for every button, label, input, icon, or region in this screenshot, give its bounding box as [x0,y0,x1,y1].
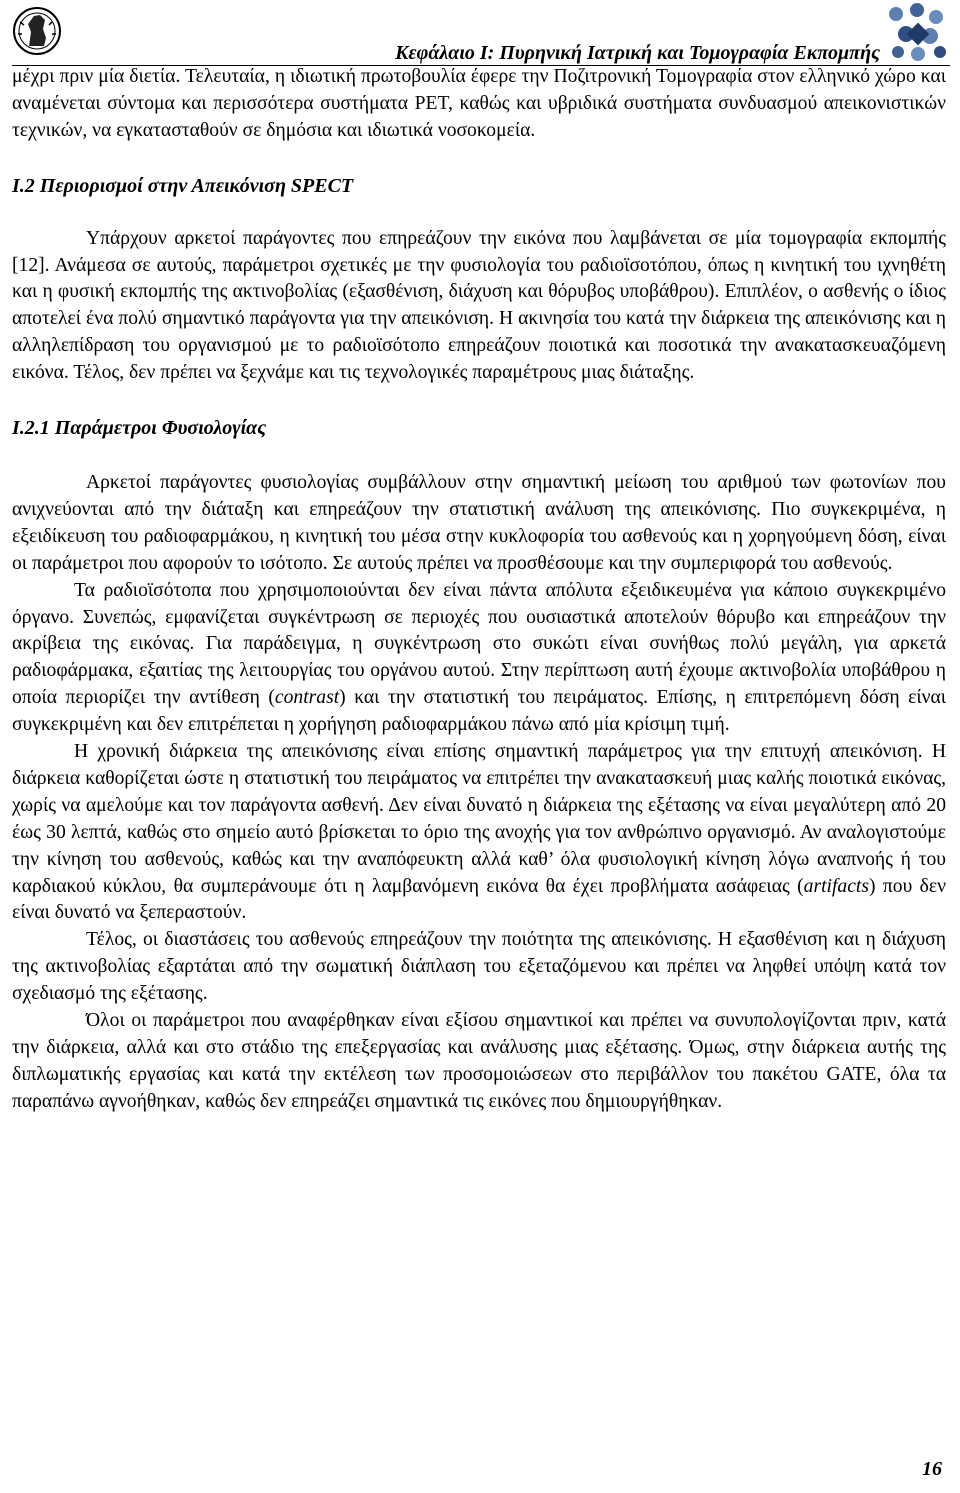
paragraph-text: ) που δεν είναι δυνατό να ξεπεραστούν. [12,875,946,924]
section-1-2-paragraph: Υπάρχουν αρκετοί παράγοντες που επηρεάζουν την εικόνα που λαμβάνεται σε μία τομογραφία εκπομπής [12]. Ανάμεσα σε αυτούς, παράμετροι σχετικές με την φυσιολογία του ραδιοϊσοτόπου, όπως η κινητική του ιχνηθέτη και η φυσική εκπομπής της ακτινοβολίας (εξασθένιση, διάχυση και θόρυβος υποβάθρου). Επιπλέον, ο ασθενής ο ίδιος αποτελεί ένα πολύ σημαντικό παράγοντα για την απεικόνιση. Η ακινησία του κατά την διάρκεια της απεικόνισης και η αλληλεπίδραση του οργανισμού με το ραδιοϊσότοπο επηρεάζουν ποιοτικά και ποσοτικά την ανακατασκευαζόμενη εικόνα. Τέλος, δεν πρέπει να ξεχνάμε και τις τεχνολογικές παραμέτρους μιας διάταξης. [12,227,946,384]
paragraph-text: Τα ραδιοϊσότοπα που χρησιμοποιούνται δεν είναι πάντα απόλυτα εξειδικευμένα για κάποιο συγκεκριμένο όργανο. Συνεπώς, εμφανίζεται συγκέντρωση σε περιοχές που ουσιαστικά αποτελούν θόρυβο και επηρεάζουν την ακρίβεια της εικόνας. Για παράδειγμα, η συγκέντρωση στο συκώτι είναι συνήθως πολύ μεγάλη, για αρκετά ραδιοφάρμακα, εξαιτίας της λειτουργίας του οργάνου αυτού. Στην περίπτωση αυτή έχουμε ακτινοβολία υποβάθρου η οποία περιορίζει την αντίθεση ( [12,579,946,709]
italic-term: artifacts [803,875,869,897]
section-heading-1-2-1: I.2.1 Παράμετροι Φυσιολογίας [12,417,267,440]
page-number: 16 [922,1458,942,1480]
molecule-logo-icon [884,2,950,62]
chapter-title: Κεφάλαιο Ι: Πυρηνική Ιατρική και Τομογραφία Εκπομπής [395,42,880,64]
university-seal-icon [12,2,62,60]
page-header [0,0,960,66]
italic-term: contrast [274,687,340,709]
section-1-2-1-paragraph-3 [12,739,946,927]
section-heading-1-2: I.2 Περιορισμοί στην Απεικόνιση SPECT [12,174,354,197]
intro-paragraph: μέχρι πριν μία διετία. Τελευταία, η ιδιωτική πρωτοβουλία έφερε την Ποζιτρονική Τομογραφία στον ελληνικό χώρο και αναμένεται σύντομα και περισσότερα συστήματα PET, καθώς και υβριδικά συστήματα συνδυασμού απεικονιστικών τεχνικών, να εγκατασταθούν σε δημόσια και ιδιωτικά νοσοκομεία. [12,66,946,141]
section-1-2-1-paragraph-1: Αρκετοί παράγοντες φυσιολογίας συμβάλλουν στην σημαντική μείωση του αριθμού των φωτονίων που ανιχνεύονται από την διάταξη και επηρεάζουν την στατιστική ανάλυση της απεικόνισης. Πιο συγκεκριμένα, η εξειδίκευση του ραδιοφαρμάκου, η κινητική του μέσα στην κυκλοφορία του ασθενούς και η χορηγούμενη δόση, είναι οι παράμετροι που αφορούν το ισότοπο. Σε αυτούς πρέπει να προσθέσουμε και την συμπεριφορά του ασθενούς. [12,471,946,574]
paragraph-text: ) και την στατιστική του πειράματος. Επίσης, η επιτρεπόμενη δόση είναι συγκεκριμένη και δεν επιτρέπεται η χορήγηση ραδιοφαρμάκου πάνω από μία κρίσιμη τιμή. [12,687,947,736]
section-1-2-1-paragraph-5: Όλοι οι παράμετροι που αναφέρθηκαν είναι εξίσου σημαντικοί και πρέπει να συνυπολογίζονται πριν, κατά την διάρκεια, αλλά και στο στάδιο της επεξεργασίας και ανάλυσης μιας εξέτασης. Όμως, στην διάρκεια αυτής της διπλωματικής εργασίας και κατά την εκτέλεση των προσομοιώσεων στο περιβάλλον του πακέτου GATE, όλα τα παραπάνω αγνοήθηκαν, καθώς δεν επηρεάζει σημαντικά τις εικόνες που δημιουργήθηκαν. [12,1010,946,1112]
section-1-2-1-paragraph-2 [12,578,946,739]
section-1-2-1-paragraph-4: Τέλος, οι διαστάσεις του ασθενούς επηρεάζουν την ποιότητα της απεικόνισης. Η εξασθένιση και η διάχυση της ακτινοβολίας εξαρτάται από την σωματική διάπλαση του εξεταζόμενου και πρέπει να ληφθεί υπόψη κατά τον σχεδιασμό της εξέτασης. [12,929,946,1005]
paragraph-text: Η χρονική διάρκεια της απεικόνισης είναι επίσης σημαντική παράμετρος για την επιτυχή απεικόνιση. Η διάρκεια καθορίζεται ώστε η στατιστική του πειράματος να επιτρέπει την ανακατασκευή μιας καλής ποιοτικά εικόνας, χωρίς να αμελούμε και τον παράγοντα ασθενή. Δεν είναι δυνατό η διάρκεια της εξέτασης να είναι μεγαλύτερη από 20 έως 30 λεπτά, καθώς στο σημείο αυτό βρίσκεται το όριο της ανοχής για τον ανθρώπινο οργανισμό. Αν αναλογιστούμε την κίνηση του ασθενούς, καθώς και την αναπόφευκτη αλλά καθ’ όλα φυσιολογική κίνηση λόγω αναπνοής ή του καρδιακού κύκλου, θα συμπεράνουμε ότι η λαμβανόμενη εικόνα θα έχει προβλήματα ασάφειας ( [12,741,946,897]
page-body [12,64,946,1116]
